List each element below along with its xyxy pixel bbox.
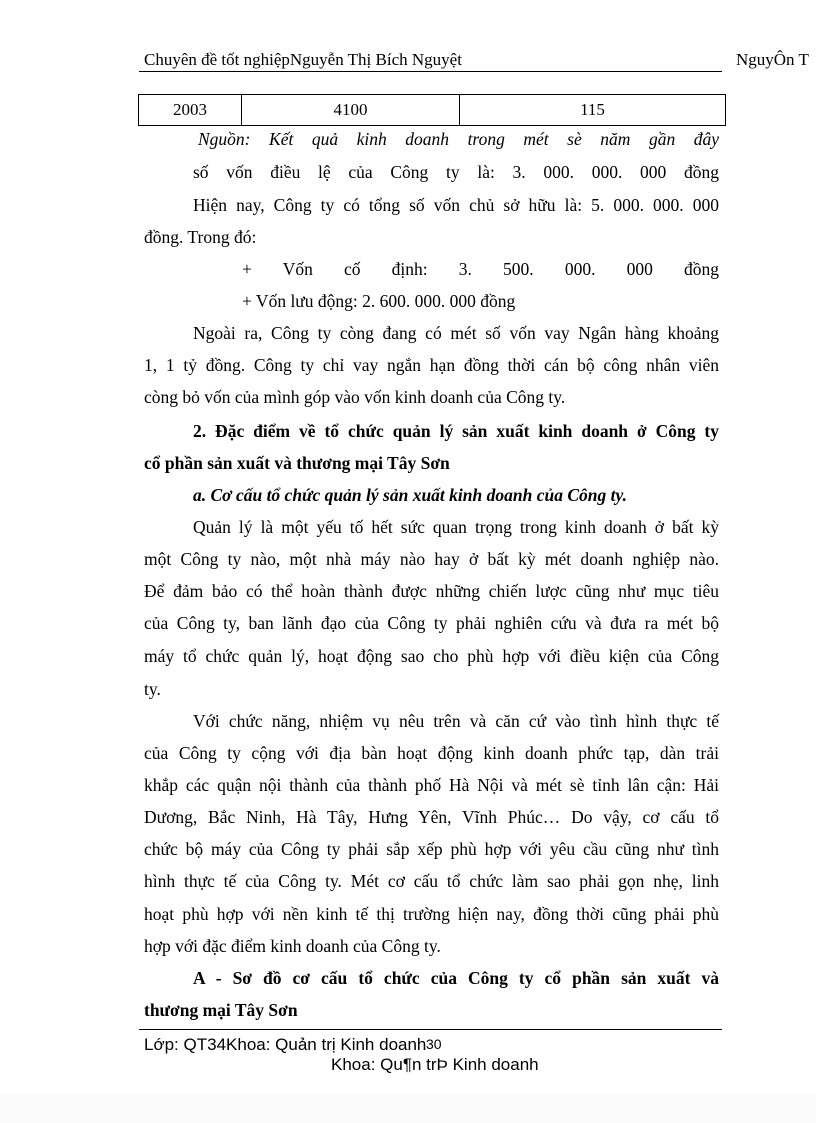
table-cell-value: 4100 <box>242 95 460 126</box>
paragraph-line: Ngoài ra, Công ty còng đang có mét số vốn vay Ngân hàng khoảng <box>193 323 719 343</box>
page-number: 30 <box>426 1036 442 1052</box>
paragraph-line: Để đảm bảo có thể hoàn thành được những chiến lược cũng như mục tiêu <box>144 581 719 601</box>
running-header-left: Chuyên đề tốt nghiệpNguyễn Thị Bích Nguyệt <box>144 50 462 69</box>
paragraph-line: Quản lý là một yếu tố hết sức quan trọng trong kinh doanh ở bất kỳ <box>193 517 719 537</box>
footer-sub: Khoa: Qu¶n trÞ Kinh doanh <box>331 1055 539 1074</box>
paragraph-line: khắp các quận nội thành của thành phố Hà Nội và mét sè tỉnh lân cận: Hải <box>144 775 719 795</box>
paragraph-line: máy tổ chức quản lý, hoạt động sao cho phù hợp với điều kiện của Công <box>144 646 719 666</box>
table-cell-year: 2003 <box>139 95 242 126</box>
paragraph-line: Với chức năng, nhiệm vụ nêu trên và căn cứ vào tình hình thực tế <box>193 711 719 731</box>
data-table <box>138 94 726 126</box>
paragraph-line: một Công ty nào, một nhà máy nào hay ở bất kỳ mét doanh nghiệp nào. <box>144 549 719 569</box>
paragraph-line: đồng. Trong đó: <box>144 227 257 247</box>
running-header-right: NguyÔn T <box>736 50 809 69</box>
table-row <box>139 95 726 126</box>
section-heading: thương mại Tây Sơn <box>144 1000 298 1020</box>
paragraph-line: ty. <box>144 679 161 699</box>
section-heading: cổ phần sản xuất và thương mại Tây Sơn <box>144 453 450 473</box>
paragraph-line: + Vốn lưu động: 2. 600. 000. 000 đồng <box>242 291 516 311</box>
paragraph-line: chức bộ máy của Công ty phải sắp xếp phù hợp với yêu cầu cũng như tình <box>144 839 719 859</box>
paragraph-line: của Công ty cộng với địa bàn hoạt động kinh doanh phức tạp, dàn trải <box>144 743 719 763</box>
paragraph-line: hoạt phù hợp với nền kinh tế thị trường hiện nay, đồng thời cũng phải phù <box>144 904 719 924</box>
paragraph-line: Hiện nay, Công ty có tổng số vốn chủ sở hữu là: 5. 000. 000. 000 <box>193 195 719 215</box>
paragraph-line: số vốn điều lệ của Công ty là: 3. 000. 000. 000 đồng <box>193 162 719 182</box>
subsection-heading: a. Cơ cấu tổ chức quản lý sản xuất kinh doanh của Công ty. <box>193 485 627 505</box>
paragraph-line: hợp với đặc điểm kinh doanh của Công ty. <box>144 936 441 956</box>
footer-left: Lớp: QT34Khoa: Quản trị Kinh doanh <box>144 1035 427 1054</box>
source-note: Nguồn: Kết quả kinh doanh trong mét sè năm gần đây <box>198 129 719 149</box>
paragraph-line: còng bỏ vốn của mình góp vào vốn kinh doanh của Công ty. <box>144 387 566 407</box>
paragraph-line: + Vốn cố định: 3. 500. 000. 000 đồng <box>242 259 719 279</box>
paragraph-line: Dương, Bắc Ninh, Hà Tây, Hưng Yên, Vĩnh Phúc… Do vậy, cơ cấu tổ <box>144 807 719 827</box>
paragraph-line: hình thực tế của Công ty. Mét cơ cấu tổ chức làm sao phải gọn nhẹ, linh <box>144 871 719 891</box>
paragraph-line: 1, 1 tỷ đồng. Công ty chỉ vay ngắn hạn đồng thời cán bộ công nhân viên <box>144 355 719 375</box>
section-heading: A - Sơ đồ cơ cấu tổ chức của Công ty cổ phần sản xuất và <box>193 968 719 988</box>
table-cell-ratio: 115 <box>460 95 726 126</box>
header-rule <box>139 71 722 72</box>
paragraph-line: của Công ty, ban lãnh đạo của Công ty phải nghiên cứu và đưa ra mét bộ <box>144 613 719 633</box>
footer-rule <box>139 1029 722 1030</box>
page-bottom-band <box>0 1094 816 1123</box>
section-heading: 2. Đặc điểm về tổ chức quản lý sản xuất kinh doanh ở Công ty <box>193 421 719 441</box>
